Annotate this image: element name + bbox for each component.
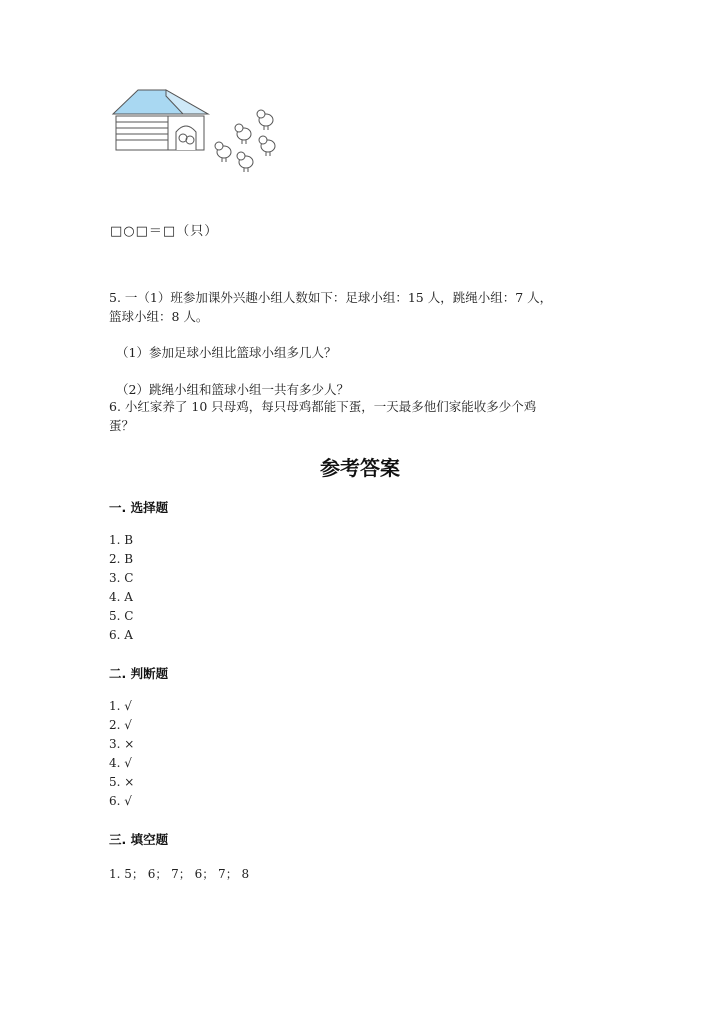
doghouse-icon xyxy=(113,90,208,150)
answer-item: 6. A xyxy=(109,628,133,642)
answer-item: 1. √ xyxy=(109,699,132,713)
chick-icon xyxy=(237,152,253,172)
question-6-line-2: 蛋？ xyxy=(109,418,135,433)
answer-item: 3. C xyxy=(109,571,134,585)
answer-title: 参考答案 xyxy=(320,456,400,480)
answer-item: 2. √ xyxy=(109,718,132,732)
answer-item: 1. 5； 6； 7； 6； 7； 8 xyxy=(109,867,250,881)
question-5-line-2: 篮球小组：8 人。 xyxy=(109,309,209,324)
chick-icon xyxy=(259,136,275,156)
section-heading-fill: 三. 填空题 xyxy=(109,832,169,847)
chick-icon xyxy=(215,142,231,162)
doghouse-chicks-illustration xyxy=(108,86,288,186)
question-5-line-1: 5. 一（1）班参加课外兴趣小组人数如下：足球小组：15 人，跳绳小组：7 人， xyxy=(109,290,553,305)
answer-item: 4. A xyxy=(109,590,133,604)
section-heading-choice: 一. 选择题 xyxy=(109,500,169,515)
answer-item: 1. B xyxy=(109,533,134,547)
answer-item: 5. C xyxy=(109,609,134,623)
answer-item: 6. √ xyxy=(109,794,132,808)
question-6-line-1: 6. 小红家养了 10 只母鸡，每只母鸡都能下蛋，一天最多他们家能收多少个鸡 xyxy=(109,399,537,414)
problem-formula: □○□＝□（只） xyxy=(110,224,219,239)
chick-icon xyxy=(235,124,251,144)
question-5-sub-2: （2）跳绳小组和篮球小组一共有多少人？ xyxy=(116,382,349,397)
answer-item: 5. × xyxy=(109,775,135,789)
question-5-sub-1: （1）参加足球小组比篮球小组多几人？ xyxy=(116,345,337,360)
chick-icons xyxy=(215,110,275,172)
answer-item: 4. √ xyxy=(109,756,132,770)
answer-item: 3. × xyxy=(109,737,135,751)
answer-item: 2. B xyxy=(109,552,134,566)
chick-icon xyxy=(257,110,273,130)
section-heading-judge: 二. 判断题 xyxy=(109,666,169,681)
